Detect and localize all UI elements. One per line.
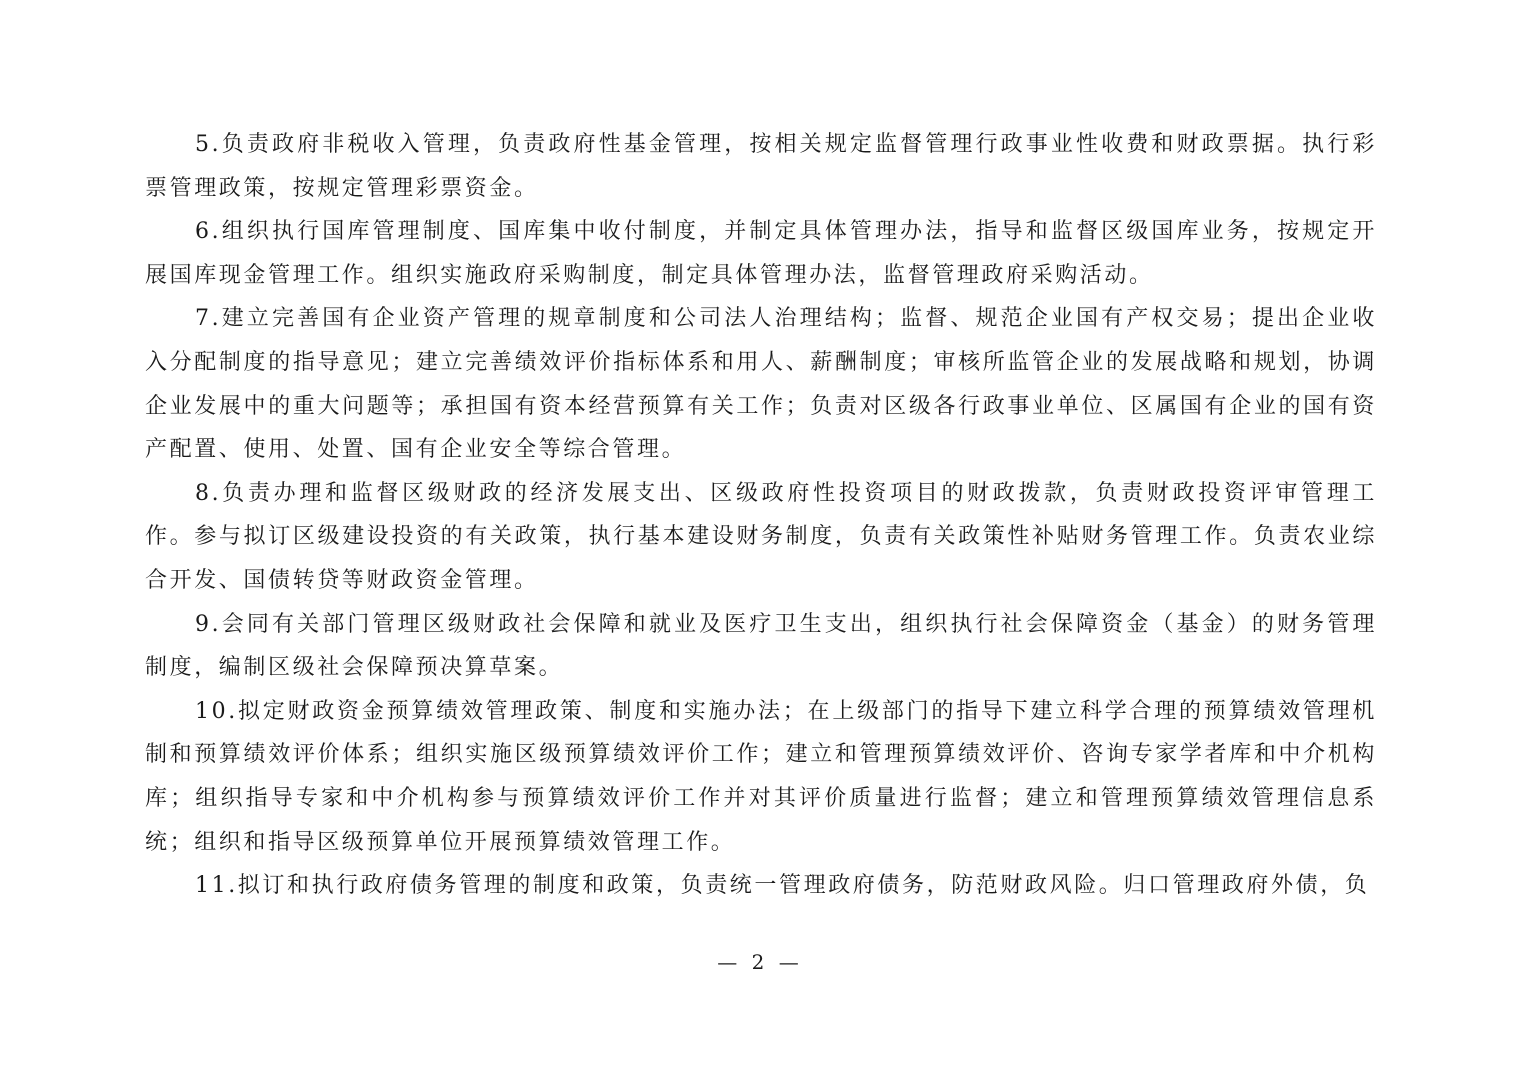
paragraph-6: 6.组织执行国库管理制度、国库集中收付制度，并制定具体管理办法，指导和监督区级国库业务，按规定开展国库现金管理工作。组织实施政府采购制度，制定具体管理办法，监督管理政府采购活动。 (145, 219, 1377, 288)
paragraph-10: 10.拟定财政资金预算绩效管理政策、制度和实施办法；在上级部门的指导下建立科学合理的预算绩效管理机制和预算绩效评价体系；组织实施区级预算绩效评价工作；建立和管理预算绩效评价、咨询专家学者库和中介机构库；组织指导专家和中介机构参与预算绩效评价工作并对其评价质量进行监督；建立和管理预算绩效管理信息系统；组织和指导区级预算单位开展预算绩效管理工作。 (145, 698, 1377, 855)
paragraph-5: 5.负责政府非税收入管理，负责政府性基金管理，按相关规定监督管理行政事业性收费和财政票据。执行彩票管理政策，按规定管理彩票资金。 (145, 132, 1377, 201)
paragraph-9: 9.会同有关部门管理区级财政社会保障和就业及医疗卫生支出，组织执行社会保障资金（基金）的财务管理制度，编制区级社会保障预决算草案。 (145, 611, 1377, 681)
paragraph-8: 8.负责办理和监督区级财政的经济发展支出、区级政府性投资项目的财政拨款，负责财政投资评审管理工作。参与拟订区级建设投资的有关政策，执行基本建设财务制度，负责有关政策性补贴财务管理工作。负责农业综合开发、国债转贷等财政资金管理。 (145, 480, 1377, 593)
paragraph-7: 7.建立完善国有企业资产管理的规章制度和公司法人治理结构；监督、规范企业国有产权交易；提出企业收入分配制度的指导意见；建立完善绩效评价指标体系和用人、薪酬制度；审核所监管企业的发展战略和规划，协调企业发展中的重大问题等；承担国有资本经营预算有关工作；负责对区级各行政事业单位、区属国有企业的国有资产配置、使用、处置、国有企业安全等综合管理。 (145, 306, 1377, 463)
page-number: — 2 — (717, 950, 803, 974)
document-body (145, 123, 1377, 908)
paragraph-11: 11.拟订和执行政府债务管理的制度和政策，负责统一管理政府债务，防范财政风险。归口管理政府外债，负 (195, 873, 1370, 899)
